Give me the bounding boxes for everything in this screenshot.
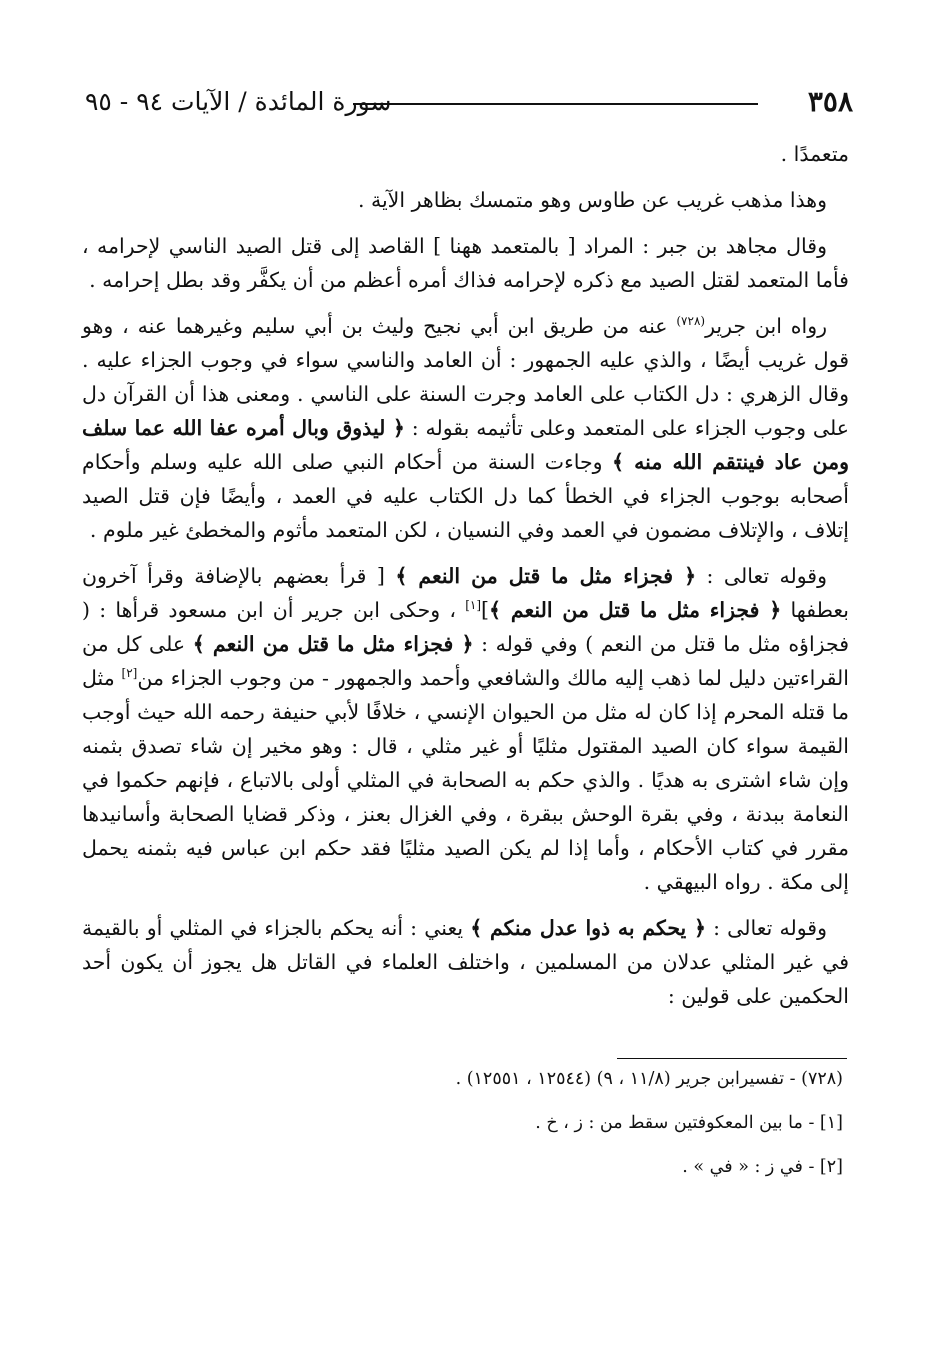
header-rule — [353, 103, 758, 105]
quran-quote: ﴿ فجزاء مثل ما قتل من النعم ﴾ — [395, 564, 697, 588]
paragraph-5: وقوله تعالى : ﴿ فجزاء مثل ما قتل من النعم ﴾ [ قرأ بعضهم بالإضافة وقرأ آخرون بعطفها ﴿ فجزاء مثل ما قتل من النعم ﴾][١] ، وحكى ابن جرير أن ابن مسعود قرأها : ( فجزاؤه مثل ما قتل من النعم ) وفي قوله : ﴿ فجزاء مثل ما قتل من النعم ﴾ على كل من القراءتين دليل لما ذهب إليه مالك والشافعي وأحمد والجمهور - من وجوب الجزاء من[٢] مثل ما قتله المحرم إذا كان له مثل من الحيوان الإنسي ، خلافًا لأبي حنيفة رحمه الله حيث أوجب القيمة سواء كان الصيد المقتول مثليًا أو غير مثلي ، قال : وهو مخير إن شاء تصدق بثمنه وإن شاء اشترى به هديًا . والذي حكم به الصحابة في المثلي أولى بالاتباع ، فإنهم حكموا في النعامة ببدنة ، وفي بقرة الوحش ببقرة ، وفي الغزال بعنز ، وذكر قضايا الصحابة وأسانيدها مقرر في كتاب الأحكام ، وأما إذا لم يكن الصيد مثليًا فقد حكم ابن عباس فيه بثمنه يحمل إلى مكة . رواه البيهقي . — [82, 564, 849, 894]
quran-quote: ﴿ فجزاء مثل ما قتل من النعم ﴾ — [489, 598, 782, 622]
main-text — [82, 137, 849, 1025]
quran-quote: ﴿ فجزاء مثل ما قتل من النعم ﴾ — [192, 632, 474, 656]
footnote-728: (٧٢٨) - تفسيرابن جرير (١١/٨ ، ٩) (١٢٥٤٤ ، ١٢٥٥١) . — [455, 1069, 843, 1089]
running-title: سورة المائدة / الآيات ٩٤ - ٩٥ — [85, 87, 392, 116]
paragraph-2: وهذا مذهب غريب عن طاوس وهو متمسك بظاهر الآية . — [357, 188, 827, 212]
quran-quote: ﴿ يحكم به ذوا عدل منكم ﴾ — [470, 916, 707, 940]
page-header — [85, 82, 853, 122]
footnotes — [200, 1066, 843, 1198]
footnote-ref-1: [١] — [465, 598, 482, 613]
footnote-2: [٢] - في ز : « في » . — [682, 1157, 843, 1177]
footnote-ref-2: [٢] — [121, 666, 138, 681]
paragraph-4: رواه ابن جرير$^{(٧٢٨)}$ عنه من طريق ابن أبي نجيح وليث بن أبي سليم وغيرهما عنه ، وهو قول غريب أيضًا ، والذي عليه الجمهور : أن العامد والناسي سواء في وجوب الجزاء عليه . وقال الزهري : دل الكتاب على العامد وجرت السنة على الناسي . ومعنى هذا أن القرآن دل على وجوب الجزاء على المتعمد وعلى تأثيمه بقوله : ﴿ ليذوق وبال أمره عفا الله عما سلف ومن عاد فينتقم الله منه ﴾ وجاءت السنة من أحكام النبي صلى الله عليه وسلم وأحكام أصحابه بوجوب الجزاء في الخطأ كما دل الكتاب عليه في العمد ، وأيضًا فإن قتل الصيد إتلاف ، والإتلاف مضمون في العمد وفي النسيان ، لكن المتعمد مأثوم والمخطئ غير ملوم . — [82, 314, 850, 542]
paragraph-3: وقال مجاهد بن جبر : المراد [ بالمتعمد ههنا ] القاصد إلى قتل الصيد الناسي لإحرامه ، فأما المتعمد لقتل الصيد مع ذكره لإحرامه فذاك أمره أعظم من أن يكفَّر وقد بطل إحرامه . — [82, 234, 849, 292]
page-number: ٣٥٨ — [807, 85, 853, 118]
paragraph-6: وقوله تعالى : ﴿ يحكم به ذوا عدل منكم ﴾ يعني : أنه يحكم بالجزاء في المثلي أو بالقيمة في غير المثلي عدلان من المسلمين ، واختلف العلماء في القاتل هل يجوز أن يكون أحد الحكمين على قولين : — [82, 916, 849, 1008]
paragraph-1: متعمدًا . — [780, 142, 849, 166]
footnote-rule — [617, 1058, 847, 1059]
reference-728: (٧٢٨) — [676, 314, 706, 329]
quran-quote: ﴿ ليذوق وبال أمره عفا الله عما سلف ومن عاد فينتقم الله منه ﴾ — [82, 416, 849, 474]
footnote-1: [١] - ما بين المعكوفتين سقط من : ز ، خ . — [535, 1113, 843, 1133]
